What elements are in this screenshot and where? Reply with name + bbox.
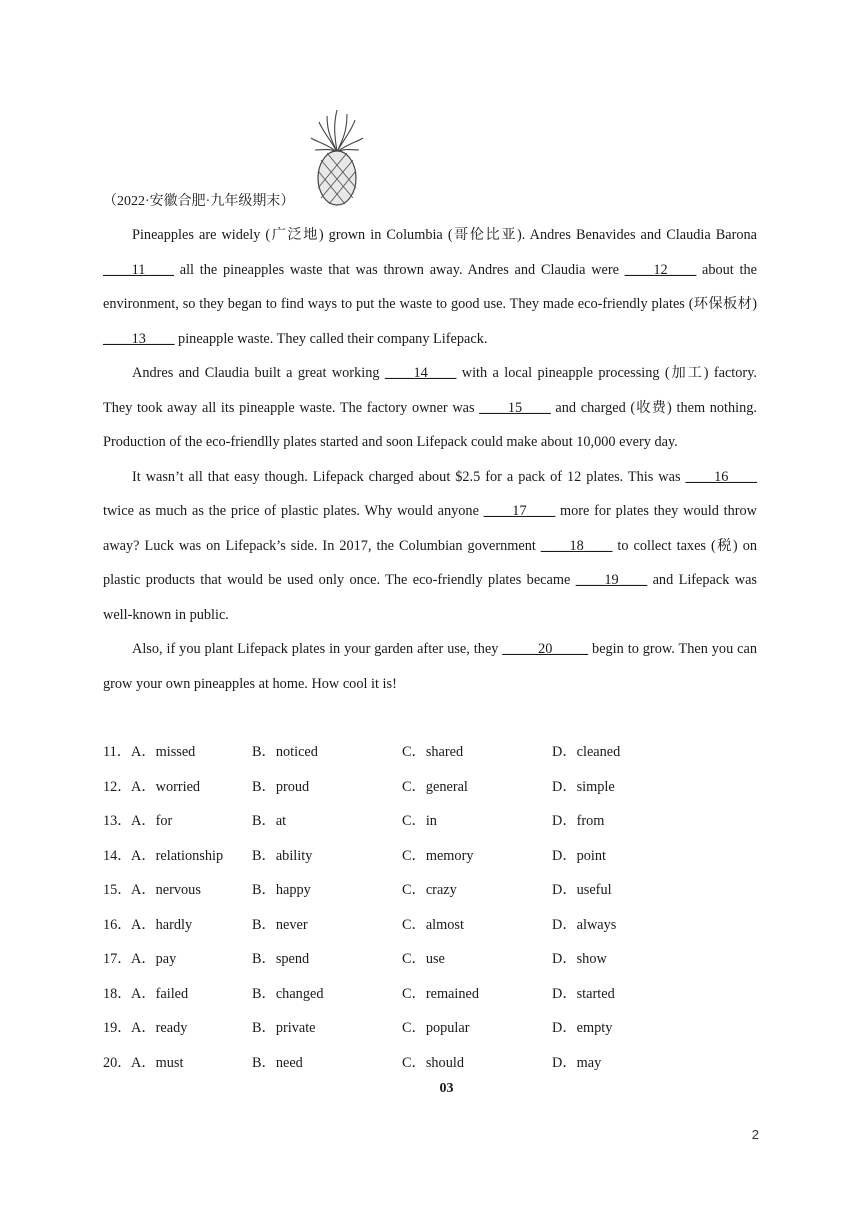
option-a: A．ready	[131, 1020, 188, 1036]
question-row	[103, 804, 763, 839]
option-c: C．memory	[402, 847, 474, 864]
blank-11: ____11____	[103, 261, 174, 278]
option-c: C．almost	[402, 916, 464, 933]
question-row	[103, 1011, 763, 1046]
option-d: D．cleaned	[552, 744, 621, 760]
passage-paragraph: It wasn’t all that easy though. Lifepack charged about $2.5 for a pack of 12 plates. This was ____16____ twice as much as the price of plastic plates. Why would anyone ____17____ more for plates they would throw away? Luck was on Lifepack’s side. In 2017, the Columbian government ____18____ to collect taxes (税) on plastic products that would be used only once. The eco-friendly plates became ____19____ and Lifepack was well-known in public.	[103, 468, 757, 623]
question-number: 14．	[103, 847, 132, 864]
question-number: 11．	[103, 744, 132, 760]
option-b: B．spend	[252, 951, 310, 967]
option-c: C．should	[402, 1054, 464, 1071]
option-c: C．remained	[402, 985, 480, 1002]
passage-paragraph: Also, if you plant Lifepack plates in your garden after use, they _____20_____ begin to grow. Then you can grow your own pineapples at home. How cool it is!	[103, 641, 758, 692]
option-a: A．hardly	[131, 916, 193, 933]
question-number: 20．	[103, 1054, 132, 1071]
question-row	[103, 839, 763, 874]
question-number: 19．	[103, 1020, 132, 1036]
option-b: B．never	[252, 916, 308, 933]
question-row	[103, 942, 763, 977]
question-number: 16．	[103, 916, 132, 933]
option-a: A．worried	[131, 778, 201, 795]
option-b: B．private	[252, 1020, 316, 1036]
passage-paragraph: Andres and Claudia built a great working ____14____ with a local pineapple processing (加工) factory. They took away all its pineapple waste. The factory owner was ____15____ and charged (收费) them nothing. Production of the eco-friendlly plates started and soon Lifepack could make about 10,000 every day.	[103, 365, 757, 450]
blank-19: ____19____	[575, 572, 648, 588]
option-b: B．noticed	[252, 744, 318, 760]
section-label: 03	[439, 1081, 454, 1096]
option-a: A．relationship	[131, 847, 224, 864]
option-c: C．general	[402, 778, 468, 795]
question-number: 18．	[103, 985, 132, 1002]
option-d: D．may	[552, 1054, 602, 1071]
option-c: C．popular	[402, 1020, 470, 1036]
option-a: A．failed	[131, 985, 189, 1002]
answer-options	[103, 735, 763, 1080]
question-number: 17．	[103, 951, 132, 967]
option-b: B．proud	[252, 778, 310, 795]
option-b: B．happy	[252, 882, 311, 898]
option-d: D．started	[552, 985, 615, 1002]
blank-15: ____15____	[479, 399, 551, 416]
option-b: B．need	[252, 1054, 303, 1071]
question-number: 13．	[103, 813, 132, 829]
option-a: A．missed	[131, 744, 196, 760]
option-a: A．for	[131, 813, 173, 829]
page-number: 2	[751, 1127, 759, 1142]
option-d: D．simple	[552, 778, 615, 795]
question-row	[103, 908, 763, 943]
option-d: D．always	[552, 916, 617, 933]
blank-13: ____13____	[103, 330, 175, 347]
option-c: C．use	[402, 951, 445, 967]
question-row	[103, 735, 763, 770]
option-d: D．from	[552, 813, 605, 829]
option-d: D．point	[552, 847, 607, 864]
blank-12: ____12____	[624, 261, 697, 278]
option-b: B．changed	[252, 985, 324, 1002]
option-d: D．show	[552, 951, 607, 967]
option-b: B．at	[252, 813, 287, 829]
option-b: B．ability	[252, 847, 313, 864]
source-note: （2022·安徽合肥·九年级期末）	[103, 194, 295, 209]
blank-20: _____20_____	[502, 641, 589, 657]
question-row	[103, 977, 763, 1012]
question-row	[103, 1046, 763, 1081]
option-c: C．crazy	[402, 882, 457, 898]
question-row	[103, 770, 763, 805]
option-d: D．useful	[552, 882, 612, 898]
blank-14: ____14____	[384, 365, 457, 381]
option-a: A．pay	[131, 951, 177, 967]
question-number: 12．	[103, 778, 132, 795]
pineapple-icon	[309, 108, 365, 208]
question-number: 15．	[103, 882, 132, 898]
blank-18: ____18____	[540, 537, 613, 554]
option-c: C．in	[402, 813, 437, 829]
option-d: D．empty	[552, 1020, 613, 1036]
option-a: A．nervous	[131, 882, 201, 898]
blank-16: ____16____	[685, 468, 757, 485]
option-a: A．must	[131, 1054, 184, 1071]
passage-paragraph: Pineapples are widely (广泛地) grown in Columbia (哥伦比亚). Andres Benavides and Claudia Barona ____11____ all the pineapples waste that was thrown away. Andres and Claudia were ____12____ about the environment, so they began to find ways to put the waste to good use. They made eco-friendly plates (环保板材) ____13____ pineapple waste. They called their company Lifepack.	[103, 227, 757, 347]
passage	[103, 218, 757, 701]
blank-17: ____17____	[483, 503, 556, 519]
question-row	[103, 873, 763, 908]
option-c: C．shared	[402, 744, 464, 760]
